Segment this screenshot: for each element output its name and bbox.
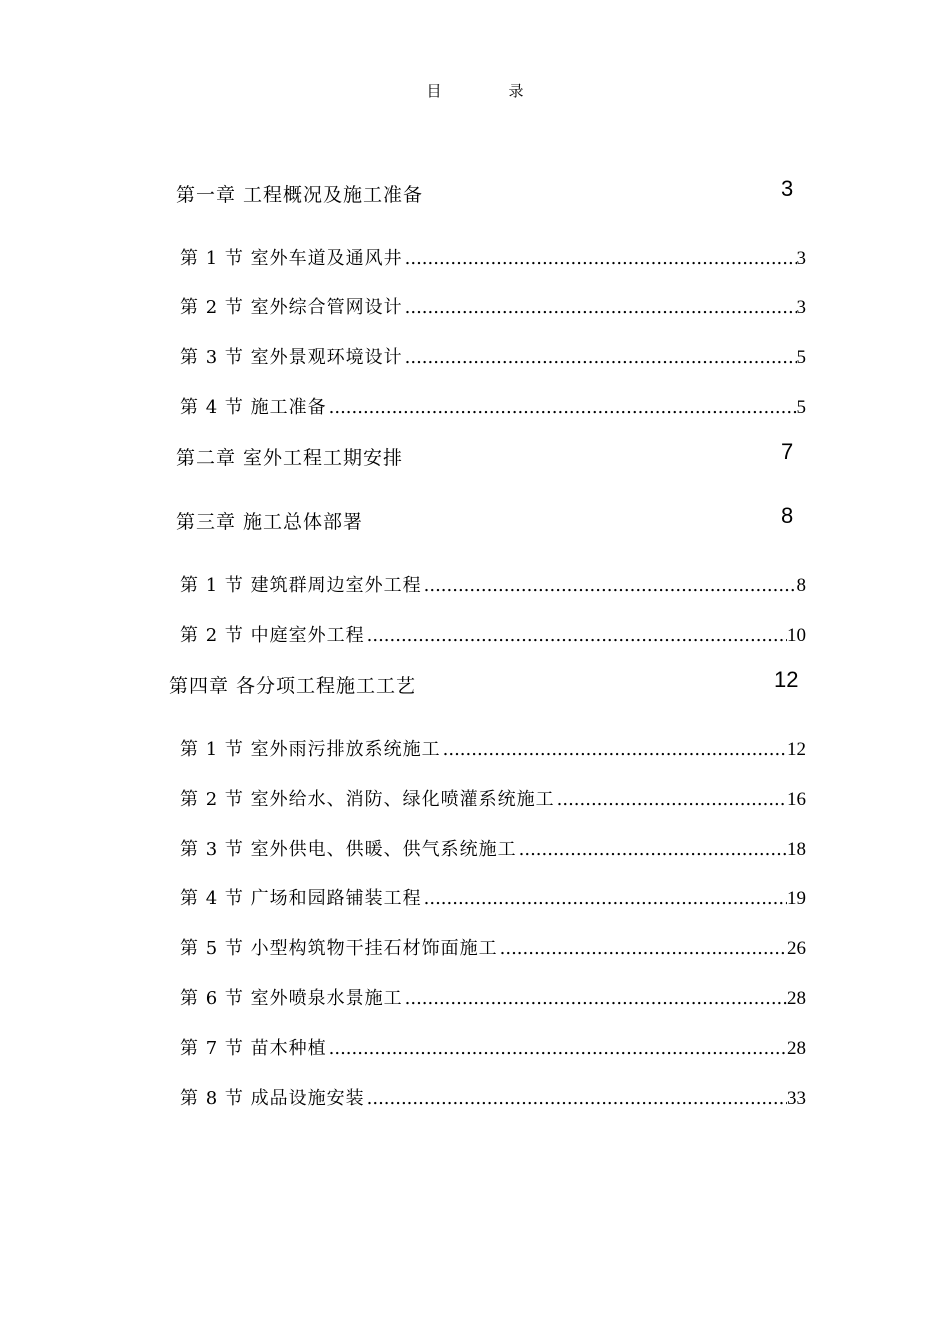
toc-entry[interactable] bbox=[180, 984, 806, 1012]
entry-label: 第 2 节 中庭室外工程 bbox=[180, 625, 365, 646]
dot-leader bbox=[329, 1038, 787, 1059]
dot-leader bbox=[500, 938, 787, 959]
toc-entry[interactable] bbox=[180, 571, 806, 599]
entry-label: 第 3 节 室外景观环境设计 bbox=[180, 347, 403, 368]
entry-page-number: 33 bbox=[787, 1088, 806, 1109]
entry-label: 第 6 节 室外喷泉水景施工 bbox=[180, 988, 403, 1009]
toc-entry[interactable] bbox=[180, 621, 806, 649]
entry-page-number: 26 bbox=[787, 938, 806, 959]
entry-label: 第 4 节 广场和园路铺装工程 bbox=[180, 888, 422, 909]
chapter-page-number: 3 bbox=[781, 176, 794, 201]
toc-entry[interactable] bbox=[180, 393, 806, 421]
toc-entry[interactable] bbox=[180, 934, 806, 962]
dot-leader bbox=[405, 988, 787, 1009]
dot-leader bbox=[557, 789, 787, 810]
dot-leader bbox=[329, 397, 797, 418]
dot-leader bbox=[424, 575, 797, 596]
entry-label: 第 5 节 小型构筑物干挂石材饰面施工 bbox=[180, 938, 498, 959]
entry-label: 第 2 节 室外综合管网设计 bbox=[180, 297, 403, 318]
entry-page-number: 16 bbox=[787, 789, 806, 810]
toc-chapter[interactable] bbox=[176, 503, 806, 537]
entry-page-number: 18 bbox=[787, 839, 806, 860]
entry-label: 第 3 节 室外供电、供暖、供气系统施工 bbox=[180, 839, 517, 860]
dot-leader bbox=[424, 888, 787, 909]
toc-entry[interactable] bbox=[180, 884, 806, 912]
toc-chapter[interactable] bbox=[176, 439, 806, 473]
entry-page-number: 12 bbox=[787, 739, 806, 760]
chapter-page-number: 7 bbox=[781, 439, 794, 464]
entry-label: 第 1 节 建筑群周边室外工程 bbox=[180, 575, 422, 596]
chapter-page-number: 12 bbox=[774, 667, 799, 692]
toc-title: 目 录 bbox=[426, 82, 550, 100]
dot-leader bbox=[405, 248, 797, 269]
entry-page-number: 28 bbox=[787, 988, 806, 1009]
entry-page-number: 10 bbox=[787, 625, 806, 646]
entry-label: 第 1 节 室外车道及通风井 bbox=[180, 248, 403, 269]
dot-leader bbox=[443, 739, 787, 760]
toc-entry[interactable] bbox=[180, 835, 806, 863]
dot-leader bbox=[519, 839, 787, 860]
entry-label: 第 7 节 苗木种植 bbox=[180, 1038, 327, 1059]
chapter-label: 第三章 施工总体部署 bbox=[176, 511, 364, 533]
chapter-label: 第四章 各分项工程施工工艺 bbox=[169, 675, 417, 697]
dot-leader bbox=[405, 347, 797, 368]
dot-leader bbox=[405, 297, 797, 318]
entry-page-number: 5 bbox=[796, 397, 806, 418]
entry-label: 第 1 节 室外雨污排放系统施工 bbox=[180, 739, 441, 760]
toc-entry[interactable] bbox=[180, 343, 806, 371]
chapter-page-number: 8 bbox=[781, 503, 794, 528]
entry-label: 第 8 节 成品设施安装 bbox=[180, 1088, 365, 1109]
entry-page-number: 3 bbox=[796, 248, 806, 269]
toc-entry[interactable] bbox=[180, 1034, 806, 1062]
dot-leader bbox=[367, 1088, 787, 1109]
entry-page-number: 19 bbox=[787, 888, 806, 909]
entry-page-number: 8 bbox=[796, 575, 806, 596]
toc-chapter[interactable] bbox=[176, 176, 806, 210]
entry-label: 第 4 节 施工准备 bbox=[180, 397, 327, 418]
toc-chapter[interactable] bbox=[169, 667, 806, 701]
toc-entry[interactable] bbox=[180, 244, 806, 272]
toc-entry[interactable] bbox=[180, 735, 806, 763]
toc-entry[interactable] bbox=[180, 293, 806, 321]
chapter-label: 第一章 工程概况及施工准备 bbox=[176, 184, 424, 206]
dot-leader bbox=[367, 625, 787, 646]
entry-label: 第 2 节 室外给水、消防、绿化喷灌系统施工 bbox=[180, 789, 555, 810]
entry-page-number: 3 bbox=[796, 297, 806, 318]
entry-page-number: 28 bbox=[787, 1038, 806, 1059]
toc-entry[interactable] bbox=[180, 1084, 806, 1112]
entry-page-number: 5 bbox=[796, 347, 806, 368]
toc-entry[interactable] bbox=[180, 785, 806, 813]
chapter-label: 第二章 室外工程工期安排 bbox=[176, 447, 404, 469]
